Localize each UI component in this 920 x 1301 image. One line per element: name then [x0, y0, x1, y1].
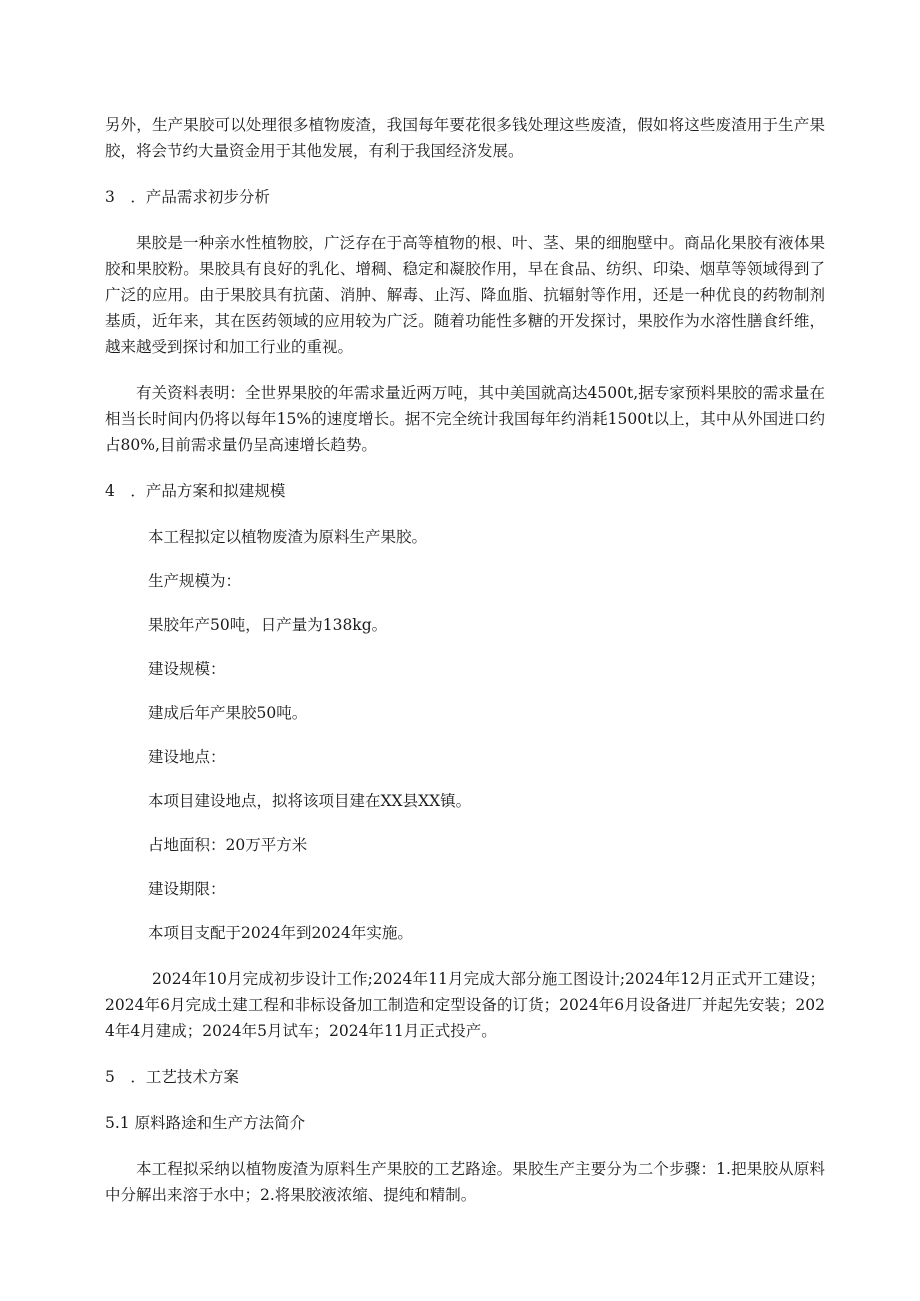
section-5-1-paragraph: 本工程拟采纳以植物废渣为原料生产果胶的工艺路途。果胶生产主要分为二个步骤：1.把果胶从原料中分解出来溶于水中；2.将果胶液浓缩、提纯和精制。 — [105, 1160, 825, 1204]
construction-period-value: 本项目支配于2024年到2024年实施。 — [148, 924, 413, 942]
section-3-paragraph-2: 有关资料表明：全世界果胶的年需求量近两万吨，其中美国就高达4500t,据专家预料果胶的需求量在相当长时间内仍将以每年15%的速度增长。据不完全统计我国每年约消耗1500t以上，其中从外国进口约占80%,目前需求量仍呈高速增长趋势。 — [105, 384, 825, 454]
section-3-heading: 3 ．产品需求初步分析 — [105, 188, 270, 206]
construction-site-value: 本项目建设地点，拟将该项目建在XX县XX镇。 — [148, 792, 472, 810]
schedule-paragraph: 2024年10月完成初步设计工作;2024年11月完成大部分施工图设计;2024年12月正式开工建设；2024年6月完成土建工程和非标设备加工制造和定型设备的订货；2024年6月设备进厂并起先安装；2024年4月建成；2024年5月试车；2024年11月正式投产。 — [105, 970, 825, 1040]
floor-area-line: 占地面积：20万平方米 — [148, 836, 308, 854]
intro-paragraph: 另外，生产果胶可以处理很多植物废渣，我国每年要花很多钱处理这些废渣，假如将这些废渣用于生产果胶，将会节约大量资金用于其他发展，有利于我国经济发展。 — [105, 116, 825, 160]
construction-scale-label: 建设规模： — [148, 660, 226, 678]
section-5-1-heading: 5.1 原料路途和生产方法简介 — [105, 1114, 306, 1132]
document-page — [105, 112, 825, 1208]
production-scale-label: 生产规模为： — [148, 572, 242, 590]
section-4-heading: 4 ．产品方案和拟建规模 — [105, 482, 286, 500]
section-5-heading: 5 ．工艺技术方案 — [105, 1068, 239, 1086]
section-3-paragraph-1: 果胶是一种亲水性植物胶，广泛存在于高等植物的根、叶、茎、果的细胞壁中。商品化果胶有液体果胶和果胶粉。果胶具有良好的乳化、增稠、稳定和凝胶作用，早在食品、纺织、印染、烟草等领域得到了广泛的应用。由于果胶具有抗菌、消肿、解毒、止泻、降血脂、抗辐射等作用，还是一种优良的药物制剂基质，近年来，其在医药领域的应用较为广泛。随着功能性多糖的开发探讨，果胶作为水溶性膳食纤维，越来越受到探讨和加工行业的重视。 — [105, 234, 825, 356]
production-scale-value: 果胶年产50吨，日产量为138kg。 — [148, 616, 388, 634]
construction-site-label: 建设地点： — [148, 748, 226, 766]
construction-scale-value: 建成后年产果胶50吨。 — [148, 704, 308, 722]
project-material-line: 本工程拟定以植物废渣为原料生产果胶。 — [148, 528, 428, 546]
construction-period-label: 建设期限： — [148, 880, 226, 898]
